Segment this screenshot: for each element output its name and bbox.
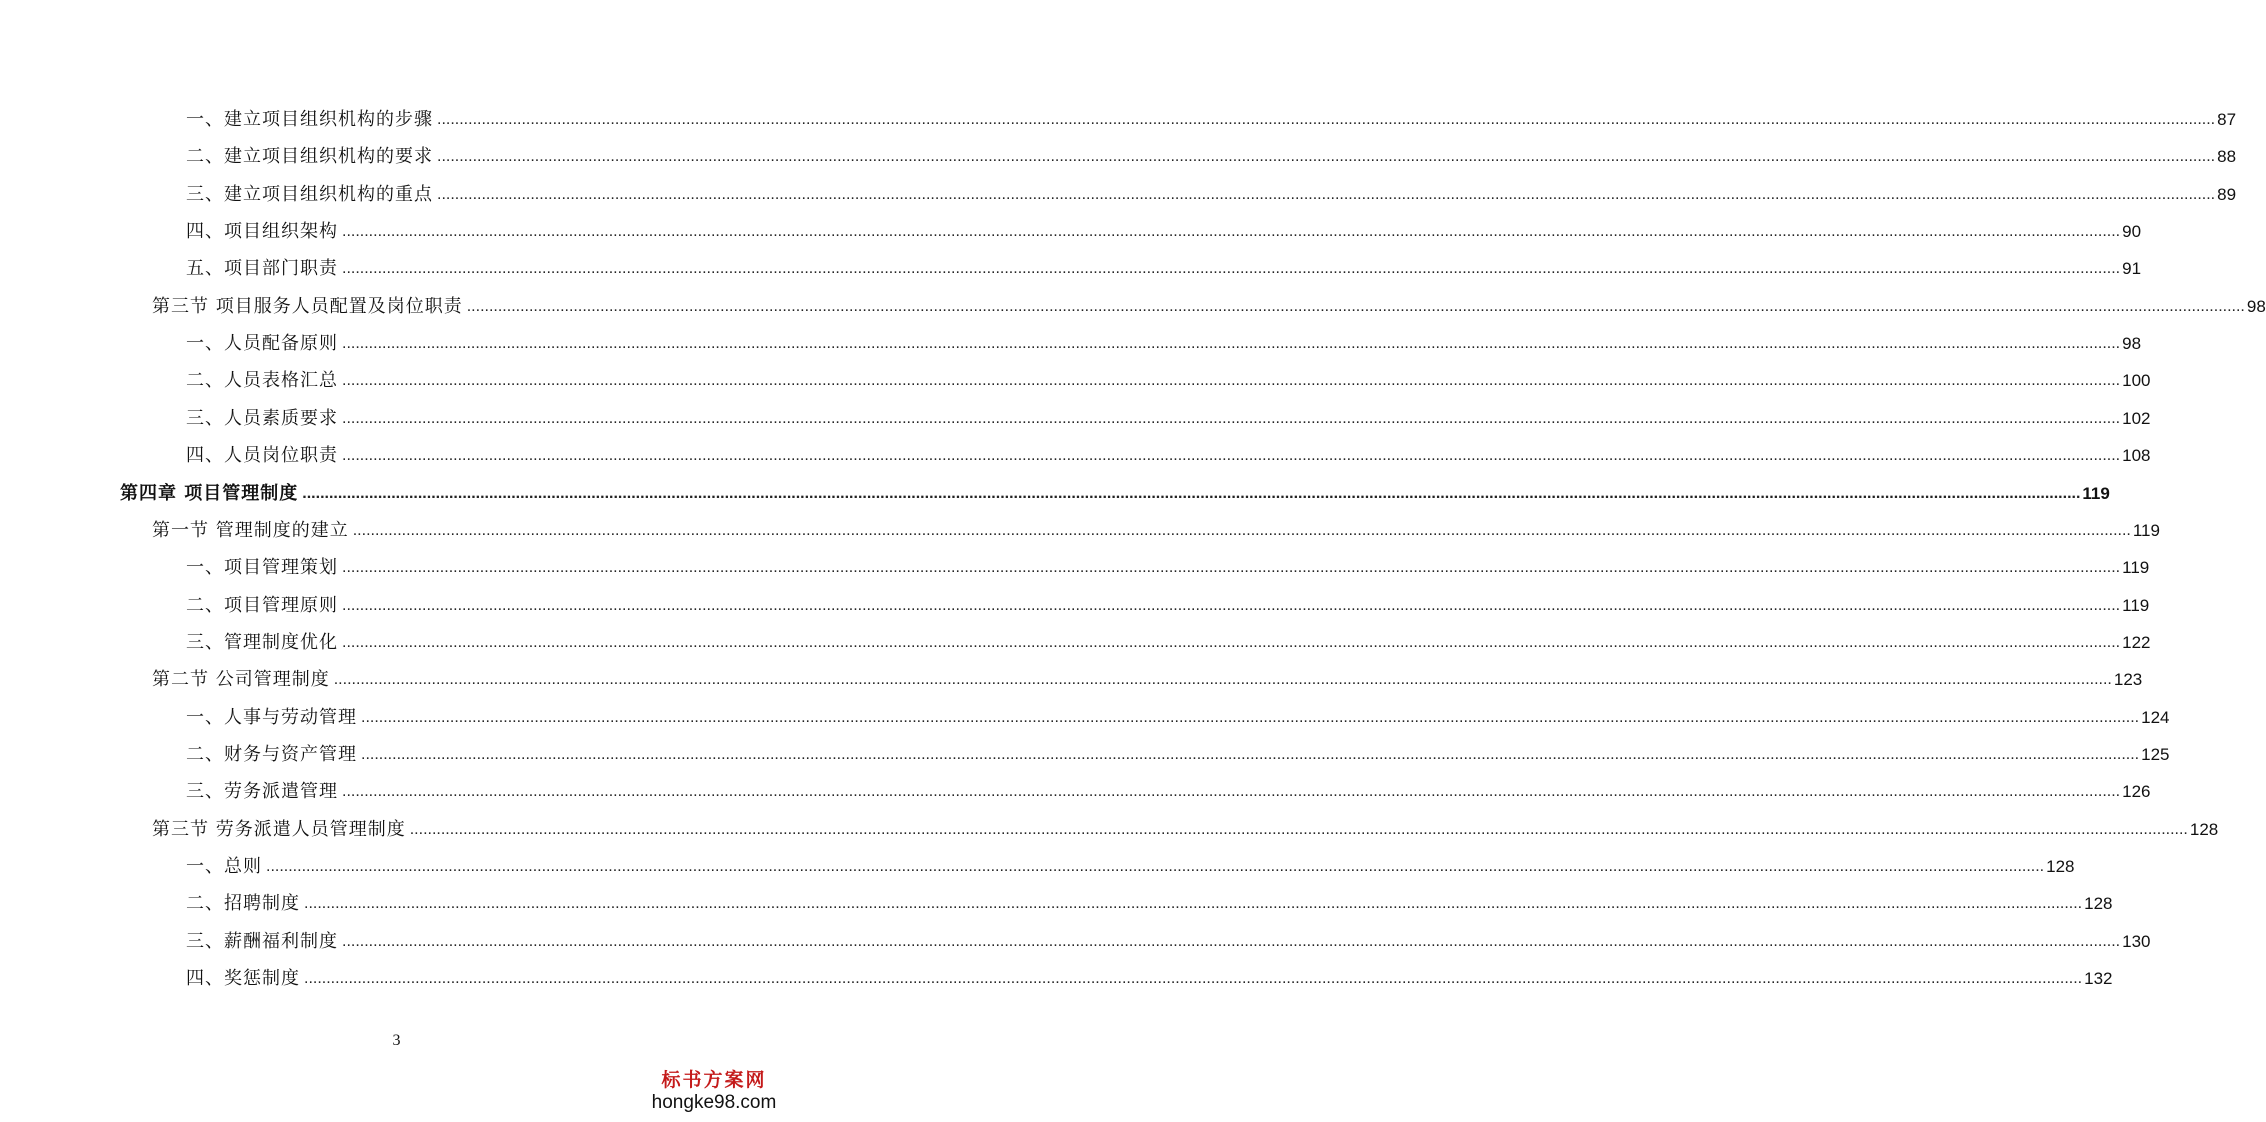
toc-entry-title: 一、建立项目组织机构的步骤	[186, 109, 433, 130]
toc-entry[interactable]	[186, 138, 2237, 175]
toc-entry-page: 89	[2217, 184, 2237, 204]
toc-dot-leader: ................................................................................................................................................................................................................................................................................................................................................................................................................	[361, 745, 2140, 763]
toc-entry-page: 128	[2189, 819, 2219, 839]
toc-entry-title: 四、项目组织架构	[186, 221, 338, 243]
toc-entry-page: 98	[2122, 334, 2142, 354]
toc-entry[interactable]	[186, 176, 2237, 213]
toc-dot-leader: ................................................................................................................................................................................................................................................................................................................................................................................................................	[352, 521, 2131, 539]
toc-entry-page: 128	[2046, 857, 2075, 876]
toc-entry[interactable]	[186, 250, 2142, 287]
toc-entry-title: 三、劳务派遣管理	[186, 781, 338, 803]
toc-entry[interactable]	[152, 811, 2219, 848]
toc-entry[interactable]	[152, 288, 2266, 325]
toc-entry-page: 124	[2141, 707, 2170, 727]
toc-entry[interactable]	[186, 587, 2150, 624]
toc-entry-title: 四、人员岗位职责	[186, 445, 338, 467]
toc-entry[interactable]	[186, 736, 2170, 773]
toc-entry-page: 119	[2122, 558, 2150, 578]
toc-entry-title: 五、项目部门职责	[186, 258, 338, 280]
toc-entry[interactable]	[186, 624, 2151, 661]
toc-entry-page: 126	[2122, 782, 2151, 802]
toc-entry-page: 102	[2122, 408, 2151, 428]
toc-entry-title: 一、总则	[186, 856, 262, 877]
toc-dot-leader: ................................................................................................................................................................................................................................................................................................................................................................................................................	[409, 820, 2188, 838]
toc-dot-leader: ................................................................................................................................................................................................................................................................................................................................................................................................................	[342, 783, 2121, 801]
toc-dot-leader: ................................................................................................................................................................................................................................................................................................................................................................................................................	[333, 671, 2112, 689]
toc-entry-page: 122	[2122, 632, 2151, 652]
toc-entry[interactable]	[186, 400, 2151, 437]
toc-entry[interactable]	[186, 362, 2151, 399]
toc-entry-page: 108	[2122, 446, 2151, 466]
toc-entry-page: 90	[2122, 222, 2142, 242]
toc-entry-title: 二、财务与资产管理	[186, 743, 357, 765]
toc-entry-title: 第一节 管理制度的建立	[152, 519, 349, 541]
toc-entry[interactable]	[186, 848, 2075, 885]
toc-entry-page: 100	[2122, 371, 2151, 391]
watermark	[649, 1068, 779, 1114]
toc-entry-title: 一、人员配备原则	[186, 333, 338, 355]
toc-entry-page: 87	[2217, 110, 2237, 129]
toc-entry[interactable]	[186, 437, 2151, 474]
toc-entry-title: 一、人事与劳动管理	[186, 706, 357, 728]
toc-dot-leader: ................................................................................................................................................................................................................................................................................................................................................................................................................	[342, 596, 2121, 614]
toc-entry[interactable]	[186, 960, 2113, 997]
watermark-site-name: 标书方案网	[661, 1069, 767, 1091]
toc-entry[interactable]	[186, 773, 2151, 810]
watermark-domain: hongke98.com	[651, 1092, 777, 1113]
toc-entry[interactable]	[186, 101, 2237, 138]
toc-dot-leader: ................................................................................................................................................................................................................................................................................................................................................................................................................	[304, 895, 2083, 913]
toc-entry-page: 91	[2122, 259, 2142, 279]
page-number: 3	[392, 1032, 401, 1049]
toc-dot-leader: ................................................................................................................................................................................................................................................................................................................................................................................................................	[342, 335, 2121, 353]
toc-entry-title: 三、建立项目组织机构的重点	[186, 183, 433, 205]
toc-entry[interactable]	[152, 512, 2160, 549]
toc-entry-page: 123	[2113, 670, 2143, 690]
toc-dot-leader: ................................................................................................................................................................................................................................................................................................................................................................................................................	[437, 185, 2216, 203]
toc-entry[interactable]	[186, 699, 2170, 736]
toc-entry[interactable]	[120, 475, 2110, 512]
toc-entry-page: 130	[2122, 931, 2151, 951]
toc-entry[interactable]	[186, 923, 2151, 960]
toc-entry-page: 98	[2246, 296, 2266, 316]
toc-entry-page: 119	[2082, 483, 2110, 503]
toc-dot-leader: ................................................................................................................................................................................................................................................................................................................................................................................................................	[302, 484, 2081, 502]
toc-dot-leader: ................................................................................................................................................................................................................................................................................................................................................................................................................	[342, 223, 2121, 241]
toc-entry[interactable]	[186, 885, 2113, 922]
toc-entry[interactable]	[152, 661, 2143, 698]
toc-dot-leader: ................................................................................................................................................................................................................................................................................................................................................................................................................	[437, 148, 2216, 166]
toc-entry-page: 119	[2132, 520, 2160, 540]
toc-entry[interactable]	[186, 213, 2142, 250]
toc-dot-leader: ................................................................................................................................................................................................................................................................................................................................................................................................................	[342, 260, 2121, 278]
toc-dot-leader: ................................................................................................................................................................................................................................................................................................................................................................................................................	[437, 111, 2216, 128]
toc-dot-leader: ................................................................................................................................................................................................................................................................................................................................................................................................................	[342, 559, 2121, 577]
toc-entry-page: 119	[2122, 595, 2150, 615]
toc-dot-leader: ................................................................................................................................................................................................................................................................................................................................................................................................................	[342, 633, 2121, 651]
toc-entry-page: 132	[2084, 969, 2113, 989]
toc-entry-page: 125	[2141, 744, 2170, 764]
toc-entry-title: 第二节 公司管理制度	[152, 669, 330, 691]
toc-entry[interactable]	[186, 325, 2142, 362]
toc-entry-title: 第三节 劳务派遣人员管理制度	[152, 818, 406, 840]
toc-entry-title: 三、人员素质要求	[186, 407, 338, 429]
toc-entry-page: 88	[2217, 147, 2237, 167]
toc-dot-leader: ................................................................................................................................................................................................................................................................................................................................................................................................................	[342, 447, 2121, 465]
toc-entry-title: 二、建立项目组织机构的要求	[186, 146, 433, 168]
toc-entry-title: 三、薪酬福利制度	[186, 930, 338, 952]
toc-dot-leader: ................................................................................................................................................................................................................................................................................................................................................................................................................	[361, 708, 2140, 726]
toc-entry-title: 三、管理制度优化	[186, 631, 338, 653]
toc-entry[interactable]	[186, 549, 2150, 586]
toc-entry-title: 二、招聘制度	[186, 893, 300, 915]
toc-entry-title: 四、奖惩制度	[186, 968, 300, 990]
toc-dot-leader: ................................................................................................................................................................................................................................................................................................................................................................................................................	[266, 858, 2045, 875]
toc-entry-title: 二、项目管理原则	[186, 594, 338, 616]
toc-dot-leader: ................................................................................................................................................................................................................................................................................................................................................................................................................	[342, 409, 2121, 427]
toc-entry-title: 二、人员表格汇总	[186, 370, 338, 392]
toc-entry-title: 一、项目管理策划	[186, 557, 338, 579]
toc-dot-leader: ................................................................................................................................................................................................................................................................................................................................................................................................................	[466, 297, 2245, 315]
toc-dot-leader: ................................................................................................................................................................................................................................................................................................................................................................................................................	[342, 372, 2121, 390]
toc-entry-page: 128	[2084, 894, 2113, 914]
toc-entry-title: 第三节 项目服务人员配置及岗位职责	[152, 295, 463, 317]
toc-entry-title: 第四章 项目管理制度	[120, 482, 299, 504]
toc-dot-leader: ................................................................................................................................................................................................................................................................................................................................................................................................................	[304, 970, 2083, 988]
toc-dot-leader: ................................................................................................................................................................................................................................................................................................................................................................................................................	[342, 932, 2121, 950]
